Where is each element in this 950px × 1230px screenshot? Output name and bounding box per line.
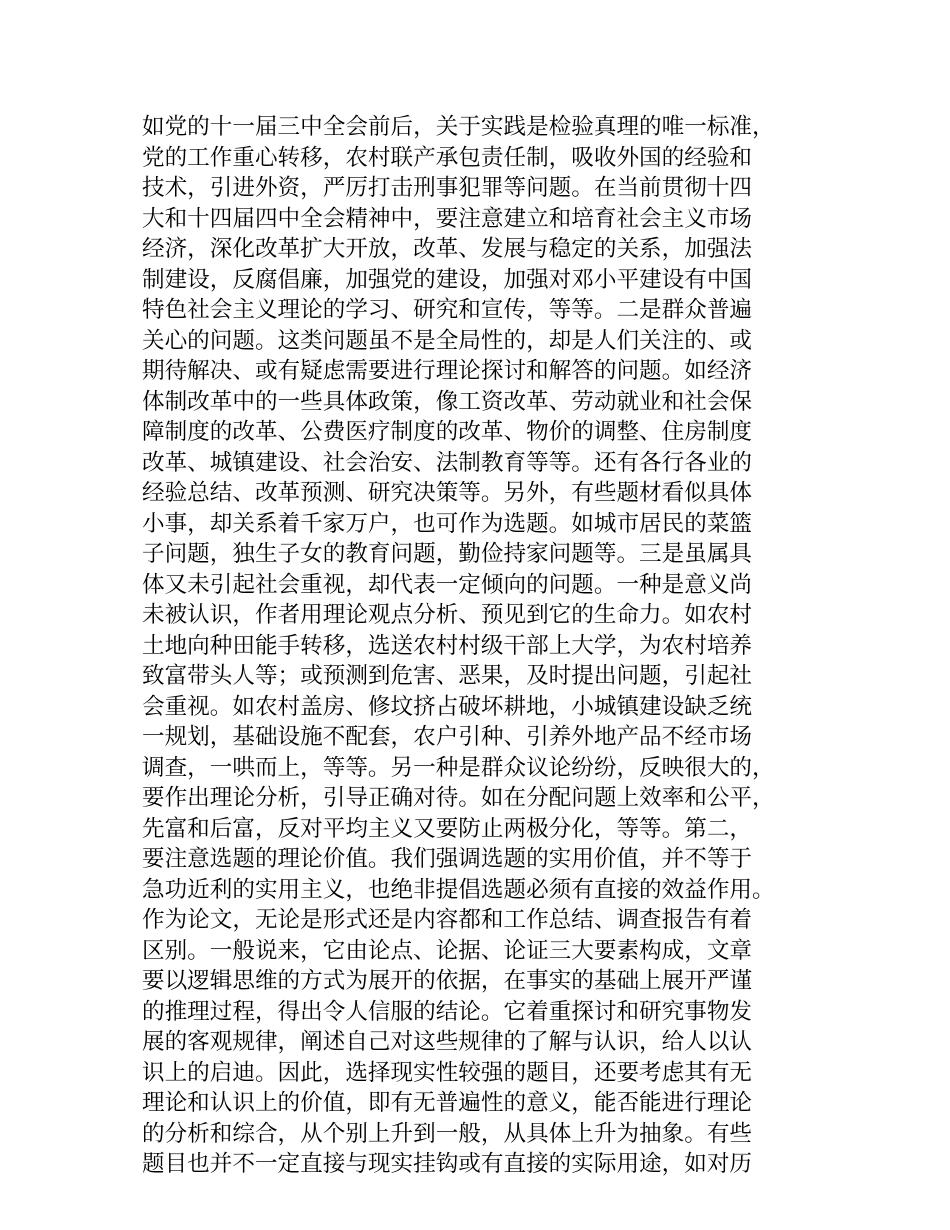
text-line: 经济，深化改革扩大开放，改革、发展与稳定的关系，加强法 <box>142 236 753 262</box>
text-line: 如党的十一届三中全会前后，关于实践是检验真理的唯一标准， <box>142 114 775 140</box>
text-line: 致富带头人等；或预测到危害、恶果，及时提出问题，引起社 <box>142 663 753 689</box>
text-line: 障制度的改革、公费医疗制度的改革、物价的调整、住房制度 <box>142 419 753 445</box>
text-line: 大和十四届四中全会精神中，要注意建立和培育社会主义市场 <box>142 205 753 232</box>
text-line: 经验总结、改革预测、研究决策等。另外，有些题材看似具体 <box>142 480 753 506</box>
text-line: 要作出理论分析，引导正确对待。如在分配问题上效率和公平， <box>142 785 775 811</box>
text-line: 体制改革中的一些具体政策，像工资改革、劳动就业和社会保 <box>142 388 753 415</box>
text-line: 急功近利的实用主义，也绝非提倡选题必须有直接的效益作用。 <box>142 876 775 903</box>
text-line: 小事，却关系着千家万户，也可作为选题。如城市居民的菜篮 <box>142 510 753 537</box>
text-line: 会重视。如农村盖房、修坟挤占破坏耕地，小城镇建设缺乏统 <box>142 693 753 720</box>
text-line: 制建设，反腐倡廉，加强党的建设，加强对邓小平建设有中国 <box>142 266 753 293</box>
text-line: 体又未引起社会重视，却代表一定倾向的问题。一种是意义尚 <box>142 571 753 598</box>
text-line: 识上的启迪。因此，选择现实性较强的题目，还要考虑其有无 <box>142 1059 753 1086</box>
text-line: 特色社会主义理论的学习、研究和宣传，等等。二是群众普遍 <box>142 297 753 323</box>
text-line: 题目也并不一定直接与现实挂钩或有直接的实际用途，如对历 <box>142 1151 753 1177</box>
text-line: 技术，引进外资，严厉打击刑事犯罪等问题。在当前贯彻十四 <box>142 175 753 201</box>
text-line: 的推理过程，得出令人信服的结论。它着重探讨和研究事物发 <box>142 998 753 1025</box>
text-line: 先富和后富，反对平均主义又要防止两极分化，等等。第二， <box>142 815 753 842</box>
text-line: 关心的问题。这类问题虽不是全局性的，却是人们关注的、或 <box>142 327 753 354</box>
text-line: 改革、城镇建设、社会治安、法制教育等等。还有各行各业的 <box>142 449 753 476</box>
text-line: 一规划，基础设施不配套，农户引种、引养外地产品不经市场 <box>142 724 753 750</box>
text-line: 要以逻辑思维的方式为展开的依据，在事实的基础上展开严谨 <box>142 968 753 994</box>
text-line: 子问题，独生子女的教育问题，勤俭持家问题等。三是虽属具 <box>142 541 753 567</box>
text-line: 调查，一哄而上，等等。另一种是群众议论纷纷，反映很大的， <box>142 754 775 781</box>
text-line: 区别。一般说来，它由论点、论据、论证三大要素构成，文章 <box>142 937 753 964</box>
text-line: 党的工作重心转移，农村联产承包责任制，吸收外国的经验和 <box>142 144 753 171</box>
body-text <box>142 112 832 1180</box>
text-line: 土地向种田能手转移，选送农村村级干部上大学，为农村培养 <box>142 632 753 659</box>
text-line: 未被认识，作者用理论观点分析、预见到它的生命力。如农村 <box>142 602 753 628</box>
text-line: 作为论文，无论是形式还是内容都和工作总结、调查报告有着 <box>142 907 753 933</box>
text-line: 要注意选题的理论价值。我们强调选题的实用价值，并不等于 <box>142 846 753 872</box>
text-line: 的分析和综合，从个别上升到一般，从具体上升为抽象。有些 <box>142 1120 753 1147</box>
text-line: 展的客观规律，阐述自己对这些规律的了解与认识，给人以认 <box>142 1029 753 1055</box>
text-line: 期待解决、或有疑虑需要进行理论探讨和解答的问题。如经济 <box>142 358 753 384</box>
text-line: 理论和认识上的价值，即有无普遍性的意义，能否能进行理论 <box>142 1090 753 1116</box>
